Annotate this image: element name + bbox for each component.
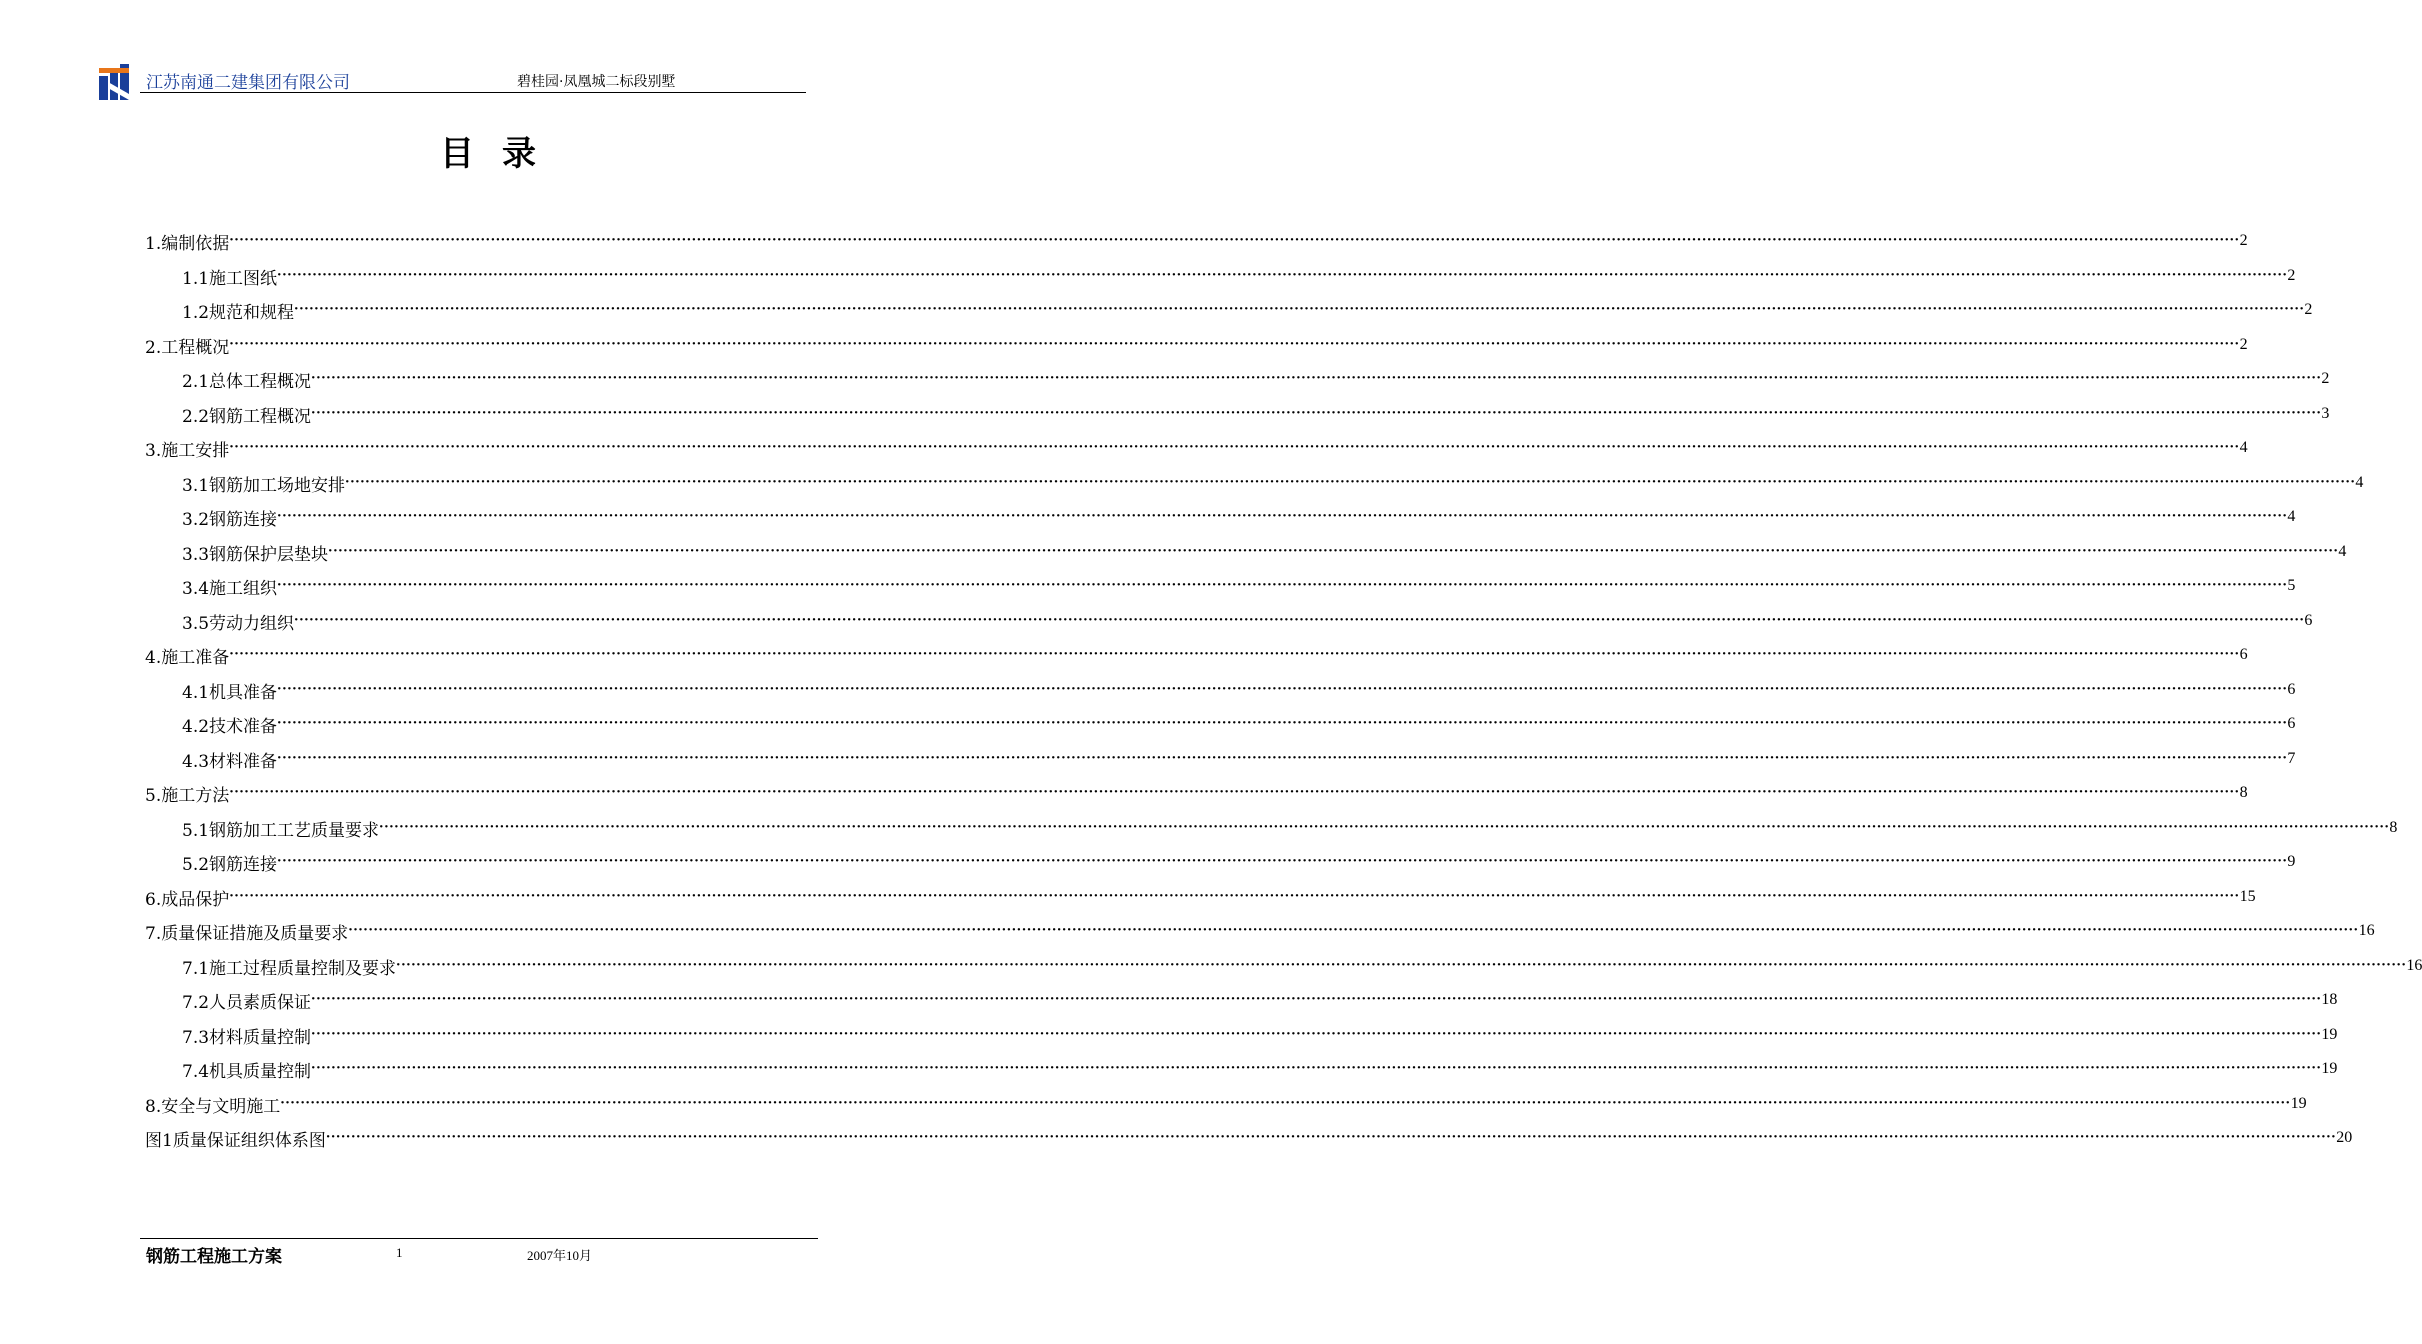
toc-label: 2.1总体工程概况 — [182, 371, 312, 392]
toc-page-number: 2 — [2321, 370, 2330, 387]
toc-label: 7.2人员素质保证 — [182, 992, 312, 1013]
toc-label: 4.施工准备 — [145, 647, 230, 668]
toc-page-number: 19 — [2290, 1095, 2307, 1112]
toc-page-number: 6 — [2287, 715, 2296, 732]
toc-leader-dots: ················································································································································································································································································································································································································ — [277, 751, 2288, 766]
toc-subentry[interactable] — [182, 954, 2422, 979]
toc-subentry[interactable] — [182, 540, 2347, 565]
toc-leader-dots: ················································································································································································································································································································································································································ — [277, 509, 2288, 524]
toc-label: 3.4施工组织 — [182, 578, 278, 599]
toc-subentry[interactable] — [182, 402, 2330, 427]
footer-document-title: 钢筋工程施工方案 — [146, 1247, 282, 1267]
toc-entry[interactable] — [145, 333, 2248, 358]
toc-page-number: 4 — [2338, 543, 2347, 560]
toc-label: 5.1钢筋加工工艺质量要求 — [182, 820, 380, 841]
toc-subentry[interactable] — [182, 1057, 2338, 1082]
toc-label: 4.1机具准备 — [182, 682, 278, 703]
toc-entry[interactable] — [145, 643, 2248, 668]
toc-leader-dots: ················································································································································································································································································································································································································ — [311, 371, 2322, 386]
toc-leader-dots: ················································································································································································································································································································································································································ — [229, 440, 2240, 455]
toc-subentry[interactable] — [182, 471, 2364, 496]
toc-leader-dots: ················································································································································································································································································································································································································ — [311, 1027, 2322, 1042]
footer-page-number: 1 — [396, 1245, 403, 1260]
toc-leader-dots: ················································································································································································································································································································································································································ — [229, 785, 2240, 800]
toc-page-number: 16 — [2358, 922, 2375, 939]
toc-subentry[interactable] — [182, 264, 2296, 289]
toc-page-number: 8 — [2239, 784, 2248, 801]
toc-page-number: 20 — [2336, 1129, 2353, 1146]
toc-page-number: 7 — [2287, 750, 2296, 767]
toc-label: 4.3材料准备 — [182, 751, 278, 772]
toc-leader-dots: ················································································································································································································································································································································································································ — [348, 923, 2359, 938]
toc-leader-dots: ················································································································································································································································································································································································································ — [229, 889, 2240, 904]
toc-label: 3.3钢筋保护层垫块 — [182, 544, 329, 565]
footer-divider — [140, 1238, 818, 1239]
toc-leader-dots: ················································································································································································································································································································································································································ — [311, 406, 2322, 421]
toc-page-number: 6 — [2304, 612, 2313, 629]
toc-entry[interactable] — [145, 229, 2248, 254]
toc-subentry[interactable] — [182, 816, 2398, 841]
toc-leader-dots: ················································································································································································································································································································································································································ — [229, 337, 2240, 352]
toc-page-number: 4 — [2239, 439, 2248, 456]
toc-leader-dots: ················································································································································································································································································································································································································ — [229, 233, 2240, 248]
toc-page-number: 2 — [2304, 301, 2313, 318]
toc-page-number: 19 — [2321, 1060, 2338, 1077]
toc-label: 3.2钢筋连接 — [182, 509, 278, 530]
toc-label: 8.安全与文明施工 — [145, 1096, 281, 1117]
toc-subentry[interactable] — [182, 1023, 2338, 1048]
toc-leader-dots: ················································································································································································································································································································································································································ — [311, 1061, 2322, 1076]
toc-subentry[interactable] — [182, 505, 2296, 530]
toc-label: 1.2规范和规程 — [182, 302, 295, 323]
toc-label: 2.2钢筋工程概况 — [182, 406, 312, 427]
page-title: 目录 — [440, 134, 564, 174]
footer-date: 2007年10月 — [527, 1248, 593, 1263]
toc-page-number: 15 — [2239, 888, 2256, 905]
toc-subentry[interactable] — [182, 367, 2330, 392]
toc-leader-dots: ················································································································································································································································································································································································································ — [277, 854, 2288, 869]
toc-label: 7.3材料质量控制 — [182, 1027, 312, 1048]
toc-leader-dots: ················································································································································································································································································································································································································ — [379, 820, 2390, 835]
toc-leader-dots: ················································································································································································································································································································································································································ — [277, 716, 2288, 731]
toc-label: 1.1施工图纸 — [182, 268, 278, 289]
company-name: 江苏南通二建集团有限公司 — [146, 73, 350, 93]
toc-leader-dots: ················································································································································································································································································································································································································ — [294, 302, 2305, 317]
toc-page-number: 4 — [2287, 508, 2296, 525]
toc-label: 5.施工方法 — [145, 785, 230, 806]
toc-leader-dots: ················································································································································································································································································································································································································ — [277, 578, 2288, 593]
toc-entry[interactable] — [145, 436, 2248, 461]
toc-page-number: 6 — [2287, 681, 2296, 698]
toc-page-number: 2 — [2239, 336, 2248, 353]
toc-leader-dots: ················································································································································································································································································································································································································ — [325, 1130, 2337, 1145]
toc-leader-dots: ················································································································································································································································································································································································································ — [311, 992, 2322, 1007]
toc-page-number: 9 — [2287, 853, 2296, 870]
toc-leader-dots: ················································································································································································································································································································································································································ — [277, 682, 2288, 697]
toc-label: 3.5劳动力组织 — [182, 613, 295, 634]
toc-page-number: 16 — [2406, 957, 2422, 974]
company-logo — [99, 64, 135, 100]
toc-leader-dots: ················································································································································································································································································································································································································ — [294, 613, 2305, 628]
toc-label: 7.1施工过程质量控制及要求 — [182, 958, 397, 979]
toc-subentry[interactable] — [182, 712, 2296, 737]
toc-entry[interactable] — [145, 781, 2248, 806]
toc-page-number: 3 — [2321, 405, 2330, 422]
toc-leader-dots: ················································································································································································································································································································································································································ — [328, 544, 2339, 559]
toc-label: 2.工程概况 — [145, 337, 230, 358]
toc-leader-dots: ················································································································································································································································································································································································································ — [229, 647, 2240, 662]
toc-subentry[interactable] — [182, 988, 2338, 1013]
toc-label: 1.编制依据 — [145, 233, 230, 254]
toc-page-number: 2 — [2239, 232, 2248, 249]
toc-label: 5.2钢筋连接 — [182, 854, 278, 875]
toc-leader-dots: ················································································································································································································································································································································································································ — [280, 1096, 2291, 1111]
toc-page-number: 19 — [2321, 1026, 2338, 1043]
toc-label: 图1质量保证组织体系图 — [145, 1130, 326, 1151]
toc-leader-dots: ················································································································································································································································································································································································································ — [396, 958, 2407, 973]
toc-subentry[interactable] — [182, 609, 2313, 634]
header-divider — [140, 92, 806, 93]
toc-leader-dots: ················································································································································································································································································································································································································ — [277, 268, 2288, 283]
toc-label: 6.成品保护 — [145, 889, 230, 910]
toc-entry[interactable] — [145, 919, 2375, 944]
toc-page-number: 5 — [2287, 577, 2296, 594]
toc-label: 7.质量保证措施及质量要求 — [145, 923, 349, 944]
toc-page-number: 4 — [2355, 474, 2364, 491]
toc-entry[interactable] — [145, 885, 2256, 910]
toc-subentry[interactable] — [182, 678, 2296, 703]
toc-label: 3.1钢筋加工场地安排 — [182, 475, 346, 496]
toc-entry[interactable] — [145, 1092, 2307, 1117]
project-name: 碧桂园·凤凰城二标段别墅 — [517, 74, 676, 90]
toc-entry[interactable] — [145, 1126, 2353, 1151]
toc-subentry[interactable] — [182, 747, 2296, 772]
toc-label: 4.2技术准备 — [182, 716, 278, 737]
toc-page-number: 8 — [2389, 819, 2398, 836]
toc-label: 3.施工安排 — [145, 440, 230, 461]
toc-page-number: 6 — [2239, 646, 2248, 663]
toc-page-number: 2 — [2287, 267, 2296, 284]
toc-subentry[interactable] — [182, 298, 2313, 323]
toc-subentry[interactable] — [182, 574, 2296, 599]
toc-subentry[interactable] — [182, 850, 2296, 875]
toc-leader-dots: ················································································································································································································································································································································································································ — [345, 475, 2356, 490]
toc-page-number: 18 — [2321, 991, 2338, 1008]
toc-label: 7.4机具质量控制 — [182, 1061, 312, 1082]
